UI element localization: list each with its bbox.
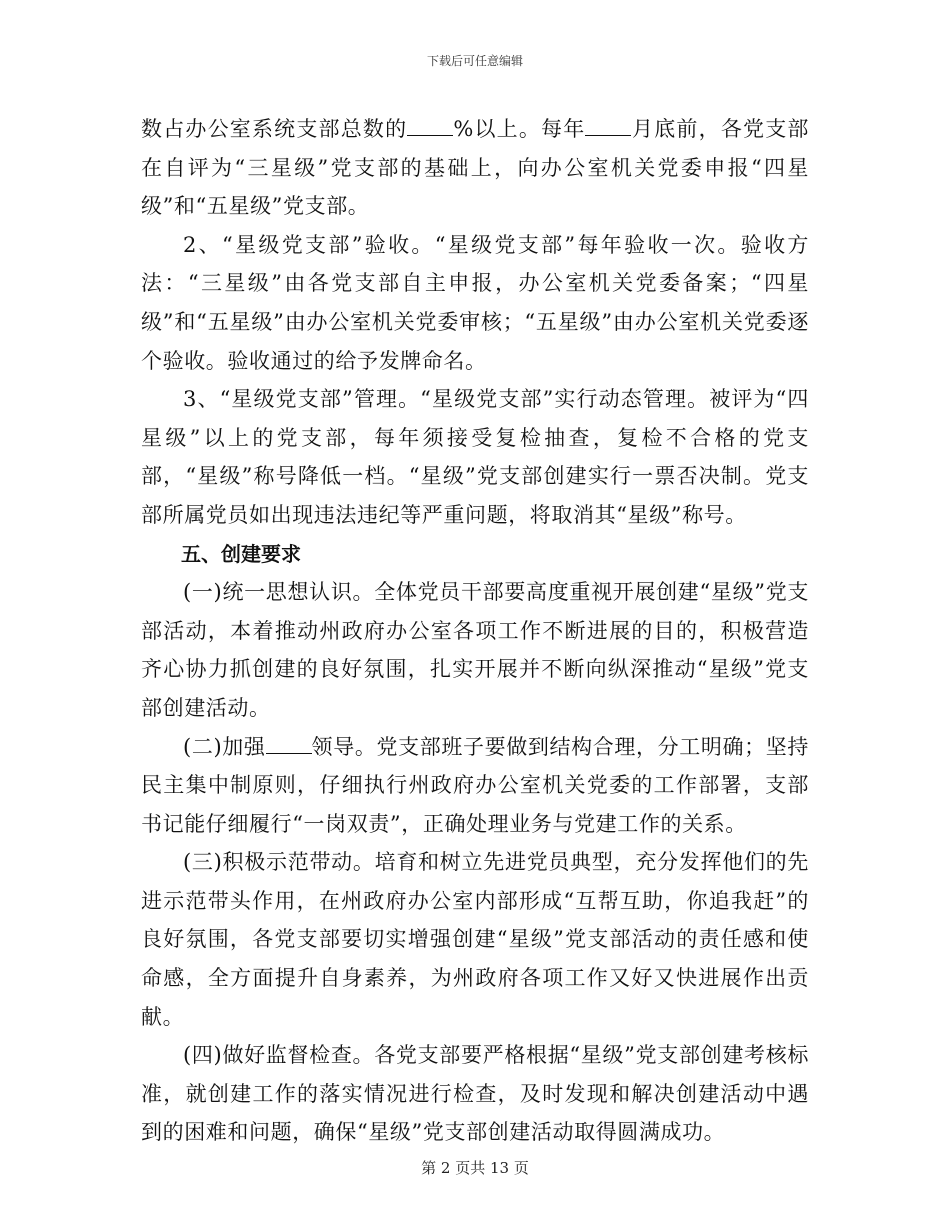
fill-in-blank [585,117,631,136]
paragraph-requirement-1: (一)统一思想认识。全体党员干部要高度重视开展创建“星级”党支部活动，本着推动州政府办公室各项工作不断进展的目的，积极营造齐心协力抓创建的良好氛围，扎实开展并不断向纵深推动“星级”党支部创建活动。 [141,580,809,720]
paragraph-requirement-4: (四)做好监督检查。各党支部要严格根据“星级”党支部创建考核标准，就创建工作的落实情况进行检查，及时发现和解决创建活动中遇到的困难和问题，确保“星级”党支部创建活动取得圆满成功。 [141,1043,809,1145]
paragraph-management: 3、“星级党支部”管理。“星级党支部”实行动态管理。被评为“四星级”以上的党支部，每年须接受复检抽查，复检不合格的党支部，“星级”称号降低一档。“星级”党支部创建实行一票否决制。党支部所属党员如出现违法违纪等严重问题，将取消其“星级”称号。 [141,387,809,527]
paragraph-requirement-3: (三)积极示范带动。培育和树立先进党员典型，充分发挥他们的先进示范带头作用，在州政府办公室内部形成“互帮互助，你追我赶”的良好氛围，各党支部要切实增强创建“星级”党支部活动的责任感和使命感，全方面提升自身素养，为州政府各项工作又好又快进展作出贡献。 [141,850,809,1029]
fill-in-blank [266,735,312,754]
text-segment: 月底前，各党支部在自评为“三星级”党支部的基础上，向办公室机关党委申报“四星级”和“五星级”党支部。 [141,117,809,219]
paragraph-acceptance: 2、“星级党支部”验收。“星级党支部”每年验收一次。验收方法：“三星级”由各党支部自主申报，办公室机关党委备案；“四星级”和“五星级”由办公室机关党委审核；“五星级”由办公室机关党委逐个验收。验收通过的给予发牌命名。 [141,232,809,373]
page-footer: 第 2 页共 13 页 [421,1159,529,1177]
fill-in-blank [407,117,453,136]
paragraph-continuation [141,110,809,226]
section-heading: 五、创建要求 [181,541,301,566]
page-header: 下载后可任意编辑 [426,54,523,68]
document-body [141,110,809,1152]
paragraph-requirement-2 [141,728,809,844]
text-segment: 领导。党支部班子要做到结构合理，分工明确；坚持民主集中制原则，仔细执行州政府办公室机关党委的工作部署，支部书记能仔细履行“一岗双责”，正确处理业务与党建工作的关系。 [141,734,809,836]
text-segment: (二)加强 [183,734,266,759]
text-segment: %以上。每年 [453,117,586,141]
text-segment: 数占办公室系统支部总数的 [141,117,408,141]
